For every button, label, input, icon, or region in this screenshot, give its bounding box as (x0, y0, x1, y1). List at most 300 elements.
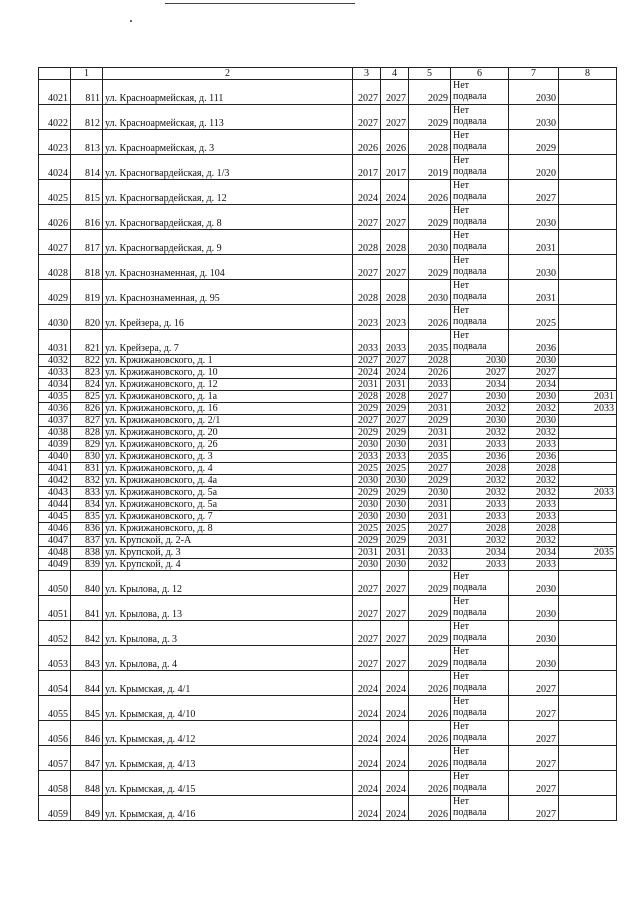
address-cell: ул. Краснознаменная, д. 95 (103, 280, 353, 305)
year-col7-cell: 2036 (509, 451, 559, 463)
table-row (39, 671, 617, 696)
year-col7-cell: 2032 (509, 475, 559, 487)
year-col4-cell: 2027 (381, 80, 409, 105)
row-id-cell: 822 (71, 355, 103, 367)
housing-register-table (38, 67, 617, 821)
year-col3-cell: 2027 (353, 646, 381, 671)
year-col4-cell: 2028 (381, 230, 409, 255)
basement-status-line2: подвала (453, 341, 487, 352)
year-col6-cell: 2030 (451, 391, 509, 403)
address-cell: ул. Крылова, д. 3 (103, 621, 353, 646)
year-col5-cell: 2029 (409, 255, 451, 280)
basement-status-line2: подвала (453, 607, 487, 618)
row-number-cell: 4044 (39, 499, 71, 511)
year-col5-cell: 2031 (409, 499, 451, 511)
row-id-cell: 827 (71, 415, 103, 427)
address-cell: ул. Кржижановского, д. 12 (103, 379, 353, 391)
basement-status-cell (451, 671, 509, 696)
year-col5-cell: 2029 (409, 571, 451, 596)
table-row (39, 596, 617, 621)
year-col8-cell (559, 355, 617, 367)
basement-status-line2: подвала (453, 757, 487, 768)
address-cell: ул. Крупской, д. 3 (103, 547, 353, 559)
address-cell: ул. Крупской, д. 2-А (103, 535, 353, 547)
year-col8-cell (559, 463, 617, 475)
table-row (39, 330, 617, 355)
year-col4-cell: 2033 (381, 451, 409, 463)
year-col5-cell: 2026 (409, 305, 451, 330)
row-number-cell: 4038 (39, 427, 71, 439)
basement-status-cell (451, 255, 509, 280)
year-col7-cell: 2030 (509, 596, 559, 621)
table-row (39, 379, 617, 391)
basement-status-line1: Нет (453, 646, 470, 657)
row-number-cell: 4051 (39, 596, 71, 621)
year-col3-cell: 2028 (353, 230, 381, 255)
table-row (39, 403, 617, 415)
basement-status-line2: подвала (453, 291, 487, 302)
year-col4-cell: 2027 (381, 596, 409, 621)
address-cell: ул. Крымская, д. 4/10 (103, 696, 353, 721)
basement-status-line2: подвала (453, 116, 487, 127)
year-col4-cell: 2024 (381, 746, 409, 771)
basement-status-line1: Нет (453, 771, 470, 782)
row-number-cell: 4024 (39, 155, 71, 180)
table-row (39, 559, 617, 571)
year-col4-cell: 2027 (381, 255, 409, 280)
basement-status-line2: подвала (453, 316, 487, 327)
basement-status-line1: Нет (453, 746, 470, 757)
row-number-cell: 4053 (39, 646, 71, 671)
year-col8-cell (559, 379, 617, 391)
year-col3-cell: 2027 (353, 415, 381, 427)
year-col3-cell: 2031 (353, 547, 381, 559)
basement-status-line1: Нет (453, 696, 470, 707)
year-col8-cell (559, 771, 617, 796)
row-number-cell: 4049 (39, 559, 71, 571)
basement-status-cell (451, 621, 509, 646)
row-number-cell: 4048 (39, 547, 71, 559)
row-number-cell: 4028 (39, 255, 71, 280)
year-col3-cell: 2024 (353, 796, 381, 821)
year-col5-cell: 2033 (409, 379, 451, 391)
address-cell: ул. Красноармейская, д. 111 (103, 80, 353, 105)
year-col8-cell (559, 511, 617, 523)
table-body (39, 80, 617, 821)
year-col4-cell: 2027 (381, 355, 409, 367)
row-number-cell: 4039 (39, 439, 71, 451)
year-col4-cell: 2028 (381, 391, 409, 403)
table-row (39, 451, 617, 463)
year-col3-cell: 2030 (353, 439, 381, 451)
year-col5-cell: 2029 (409, 596, 451, 621)
row-id-cell: 828 (71, 427, 103, 439)
address-cell: ул. Крымская, д. 4/16 (103, 796, 353, 821)
address-cell: ул. Кржижановского, д. 8 (103, 523, 353, 535)
row-number-cell: 4041 (39, 463, 71, 475)
year-col8-cell (559, 155, 617, 180)
basement-status-line2: подвала (453, 682, 487, 693)
row-number-cell: 4033 (39, 367, 71, 379)
basement-status-line1: Нет (453, 571, 470, 582)
row-id-cell: 835 (71, 511, 103, 523)
row-number-cell: 4047 (39, 535, 71, 547)
row-id-cell: 847 (71, 746, 103, 771)
row-id-cell: 811 (71, 80, 103, 105)
basement-status-line1: Нет (453, 205, 470, 216)
table-row (39, 255, 617, 280)
scan-speck (130, 20, 132, 22)
table-row (39, 646, 617, 671)
header-cell: 2 (103, 68, 353, 80)
year-col7-cell: 2025 (509, 305, 559, 330)
year-col7-cell: 2033 (509, 499, 559, 511)
table-row (39, 511, 617, 523)
table-row (39, 439, 617, 451)
year-col7-cell: 2032 (509, 487, 559, 499)
table-row (39, 230, 617, 255)
year-col7-cell: 2032 (509, 403, 559, 415)
table-row (39, 105, 617, 130)
year-col4-cell: 2027 (381, 105, 409, 130)
year-col6-cell: 2034 (451, 379, 509, 391)
header-cell: 5 (409, 68, 451, 80)
basement-status-cell (451, 571, 509, 596)
basement-status-line2: подвала (453, 657, 487, 668)
row-number-cell: 4022 (39, 105, 71, 130)
basement-status-line1: Нет (453, 671, 470, 682)
year-col7-cell: 2027 (509, 796, 559, 821)
year-col5-cell: 2033 (409, 547, 451, 559)
row-number-cell: 4023 (39, 130, 71, 155)
year-col7-cell: 2032 (509, 535, 559, 547)
row-number-cell: 4027 (39, 230, 71, 255)
year-col3-cell: 2027 (353, 355, 381, 367)
address-cell: ул. Крымская, д. 4/15 (103, 771, 353, 796)
year-col7-cell: 2030 (509, 646, 559, 671)
year-col4-cell: 2030 (381, 475, 409, 487)
year-col4-cell: 2025 (381, 463, 409, 475)
year-col6-cell: 2034 (451, 547, 509, 559)
row-id-cell: 838 (71, 547, 103, 559)
year-col3-cell: 2024 (353, 367, 381, 379)
row-number-cell: 4036 (39, 403, 71, 415)
year-col7-cell: 2027 (509, 671, 559, 696)
header-cell: 7 (509, 68, 559, 80)
year-col5-cell: 2027 (409, 463, 451, 475)
basement-status-cell (451, 155, 509, 180)
year-col5-cell: 2026 (409, 180, 451, 205)
year-col5-cell: 2028 (409, 130, 451, 155)
year-col5-cell: 2026 (409, 367, 451, 379)
row-number-cell: 4035 (39, 391, 71, 403)
row-number-cell: 4056 (39, 721, 71, 746)
address-cell: ул. Кржижановского, д. 20 (103, 427, 353, 439)
year-col7-cell: 2030 (509, 355, 559, 367)
address-cell: ул. Кржижановского, д. 1а (103, 391, 353, 403)
row-id-cell: 848 (71, 771, 103, 796)
year-col4-cell: 2024 (381, 721, 409, 746)
year-col6-cell: 2033 (451, 559, 509, 571)
basement-status-line2: подвала (453, 141, 487, 152)
year-col3-cell: 2033 (353, 451, 381, 463)
row-id-cell: 839 (71, 559, 103, 571)
table-row (39, 427, 617, 439)
row-id-cell: 836 (71, 523, 103, 535)
year-col8-cell (559, 796, 617, 821)
year-col4-cell: 2033 (381, 330, 409, 355)
address-cell: ул. Кржижановского, д. 5а (103, 487, 353, 499)
year-col5-cell: 2028 (409, 355, 451, 367)
year-col4-cell: 2028 (381, 280, 409, 305)
basement-status-line2: подвала (453, 632, 487, 643)
year-col4-cell: 2023 (381, 305, 409, 330)
address-cell: ул. Крымская, д. 4/1 (103, 671, 353, 696)
year-col7-cell: 2028 (509, 463, 559, 475)
basement-status-line2: подвала (453, 191, 487, 202)
year-col5-cell: 2027 (409, 523, 451, 535)
basement-status-cell (451, 105, 509, 130)
year-col7-cell: 2030 (509, 621, 559, 646)
basement-status-cell (451, 796, 509, 821)
year-col3-cell: 2017 (353, 155, 381, 180)
year-col8-cell (559, 427, 617, 439)
year-col5-cell: 2026 (409, 796, 451, 821)
year-col8-cell: 2033 (559, 487, 617, 499)
address-cell: ул. Красногвардейская, д. 8 (103, 205, 353, 230)
year-col3-cell: 2028 (353, 391, 381, 403)
year-col6-cell: 2032 (451, 487, 509, 499)
basement-status-line2: подвала (453, 91, 487, 102)
row-number-cell: 4037 (39, 415, 71, 427)
address-cell: ул. Кржижановского, д. 5а (103, 499, 353, 511)
basement-status-cell (451, 305, 509, 330)
row-number-cell: 4050 (39, 571, 71, 596)
year-col6-cell: 2030 (451, 415, 509, 427)
basement-status-line2: подвала (453, 216, 487, 227)
basement-status-cell (451, 746, 509, 771)
row-id-cell: 818 (71, 255, 103, 280)
year-col7-cell: 2020 (509, 155, 559, 180)
year-col5-cell: 2029 (409, 475, 451, 487)
table-row (39, 415, 617, 427)
year-col8-cell (559, 230, 617, 255)
year-col6-cell: 2032 (451, 427, 509, 439)
year-col5-cell: 2029 (409, 105, 451, 130)
table-row (39, 696, 617, 721)
row-id-cell: 825 (71, 391, 103, 403)
row-id-cell: 817 (71, 230, 103, 255)
basement-status-cell (451, 771, 509, 796)
year-col4-cell: 2027 (381, 621, 409, 646)
basement-status-line1: Нет (453, 621, 470, 632)
row-number-cell: 4021 (39, 80, 71, 105)
address-cell: ул. Кржижановского, д. 3 (103, 451, 353, 463)
year-col7-cell: 2027 (509, 180, 559, 205)
year-col7-cell: 2027 (509, 696, 559, 721)
basement-status-line2: подвала (453, 807, 487, 818)
year-col4-cell: 2029 (381, 403, 409, 415)
table-row (39, 355, 617, 367)
table-row (39, 721, 617, 746)
year-col3-cell: 2023 (353, 305, 381, 330)
year-col5-cell: 2030 (409, 230, 451, 255)
table-row (39, 523, 617, 535)
table-row (39, 535, 617, 547)
year-col5-cell: 2026 (409, 721, 451, 746)
year-col4-cell: 2030 (381, 499, 409, 511)
row-id-cell: 820 (71, 305, 103, 330)
row-id-cell: 849 (71, 796, 103, 821)
year-col3-cell: 2027 (353, 596, 381, 621)
row-number-cell: 4054 (39, 671, 71, 696)
row-number-cell: 4043 (39, 487, 71, 499)
year-col5-cell: 2031 (409, 439, 451, 451)
address-cell: ул. Красногвардейская, д. 9 (103, 230, 353, 255)
table-row (39, 463, 617, 475)
year-col7-cell: 2034 (509, 379, 559, 391)
row-id-cell: 841 (71, 596, 103, 621)
year-col8-cell (559, 367, 617, 379)
row-id-cell: 816 (71, 205, 103, 230)
basement-status-line2: подвала (453, 166, 487, 177)
year-col4-cell: 2029 (381, 427, 409, 439)
row-number-cell: 4058 (39, 771, 71, 796)
year-col8-cell (559, 696, 617, 721)
year-col8-cell (559, 280, 617, 305)
address-cell: ул. Крымская, д. 4/12 (103, 721, 353, 746)
year-col6-cell: 2033 (451, 511, 509, 523)
row-id-cell: 824 (71, 379, 103, 391)
year-col8-cell (559, 130, 617, 155)
table-row (39, 205, 617, 230)
address-cell: ул. Крупской, д. 4 (103, 559, 353, 571)
basement-status-cell (451, 596, 509, 621)
year-col3-cell: 2024 (353, 671, 381, 696)
table-row (39, 180, 617, 205)
row-id-cell: 821 (71, 330, 103, 355)
year-col5-cell: 2030 (409, 280, 451, 305)
row-number-cell: 4046 (39, 523, 71, 535)
address-cell: ул. Крылова, д. 4 (103, 646, 353, 671)
year-col3-cell: 2030 (353, 511, 381, 523)
year-col3-cell: 2024 (353, 746, 381, 771)
year-col7-cell: 2033 (509, 559, 559, 571)
year-col3-cell: 2030 (353, 499, 381, 511)
year-col3-cell: 2027 (353, 621, 381, 646)
address-cell: ул. Красногвардейская, д. 12 (103, 180, 353, 205)
year-col8-cell (559, 746, 617, 771)
row-number-cell: 4040 (39, 451, 71, 463)
address-cell: ул. Кржижановского, д. 16 (103, 403, 353, 415)
year-col7-cell: 2030 (509, 415, 559, 427)
year-col4-cell: 2027 (381, 205, 409, 230)
row-number-cell: 4026 (39, 205, 71, 230)
address-cell: ул. Крылова, д. 12 (103, 571, 353, 596)
row-number-cell: 4030 (39, 305, 71, 330)
basement-status-line1: Нет (453, 280, 470, 291)
year-col4-cell: 2029 (381, 487, 409, 499)
basement-status-line1: Нет (453, 155, 470, 166)
row-id-cell: 831 (71, 463, 103, 475)
table-row (39, 487, 617, 499)
year-col3-cell: 2029 (353, 535, 381, 547)
year-col6-cell: 2032 (451, 535, 509, 547)
year-col5-cell: 2027 (409, 391, 451, 403)
header-cell: 1 (71, 68, 103, 80)
address-cell: ул. Крейзера, д. 7 (103, 330, 353, 355)
row-number-cell: 4025 (39, 180, 71, 205)
year-col3-cell: 2024 (353, 180, 381, 205)
year-col8-cell (559, 621, 617, 646)
header-cell: 6 (451, 68, 509, 80)
row-number-cell: 4045 (39, 511, 71, 523)
year-col5-cell: 2031 (409, 535, 451, 547)
row-number-cell: 4031 (39, 330, 71, 355)
year-col4-cell: 2026 (381, 130, 409, 155)
address-cell: ул. Крымская, д. 4/13 (103, 746, 353, 771)
basement-status-line1: Нет (453, 596, 470, 607)
row-id-cell: 829 (71, 439, 103, 451)
year-col8-cell: 2035 (559, 547, 617, 559)
year-col3-cell: 2029 (353, 403, 381, 415)
page-top-rule (165, 3, 355, 4)
year-col6-cell: 2032 (451, 475, 509, 487)
year-col3-cell: 2031 (353, 379, 381, 391)
year-col4-cell: 2027 (381, 571, 409, 596)
year-col4-cell: 2017 (381, 155, 409, 180)
row-number-cell: 4057 (39, 746, 71, 771)
year-col7-cell: 2030 (509, 105, 559, 130)
year-col6-cell: 2032 (451, 403, 509, 415)
year-col7-cell: 2028 (509, 523, 559, 535)
row-id-cell: 842 (71, 621, 103, 646)
basement-status-line2: подвала (453, 707, 487, 718)
year-col3-cell: 2029 (353, 427, 381, 439)
year-col7-cell: 2027 (509, 721, 559, 746)
year-col4-cell: 2024 (381, 696, 409, 721)
table-row (39, 280, 617, 305)
basement-status-line1: Нет (453, 255, 470, 266)
year-col6-cell: 2027 (451, 367, 509, 379)
address-cell: ул. Красноармейская, д. 3 (103, 130, 353, 155)
year-col4-cell: 2025 (381, 523, 409, 535)
year-col4-cell: 2024 (381, 796, 409, 821)
year-col8-cell (559, 255, 617, 280)
year-col5-cell: 2026 (409, 771, 451, 796)
row-id-cell: 832 (71, 475, 103, 487)
basement-status-cell (451, 180, 509, 205)
year-col5-cell: 2031 (409, 511, 451, 523)
address-cell: ул. Кржижановского, д. 4а (103, 475, 353, 487)
year-col7-cell: 2029 (509, 130, 559, 155)
year-col8-cell (559, 415, 617, 427)
year-col5-cell: 2035 (409, 451, 451, 463)
year-col3-cell: 2027 (353, 205, 381, 230)
basement-status-line1: Нет (453, 796, 470, 807)
year-col8-cell (559, 671, 617, 696)
year-col8-cell (559, 451, 617, 463)
basement-status-cell (451, 721, 509, 746)
year-col6-cell: 2036 (451, 451, 509, 463)
basement-status-cell (451, 130, 509, 155)
row-id-cell: 815 (71, 180, 103, 205)
year-col5-cell: 2019 (409, 155, 451, 180)
year-col5-cell: 2035 (409, 330, 451, 355)
year-col8-cell (559, 105, 617, 130)
year-col3-cell: 2024 (353, 696, 381, 721)
year-col4-cell: 2029 (381, 535, 409, 547)
